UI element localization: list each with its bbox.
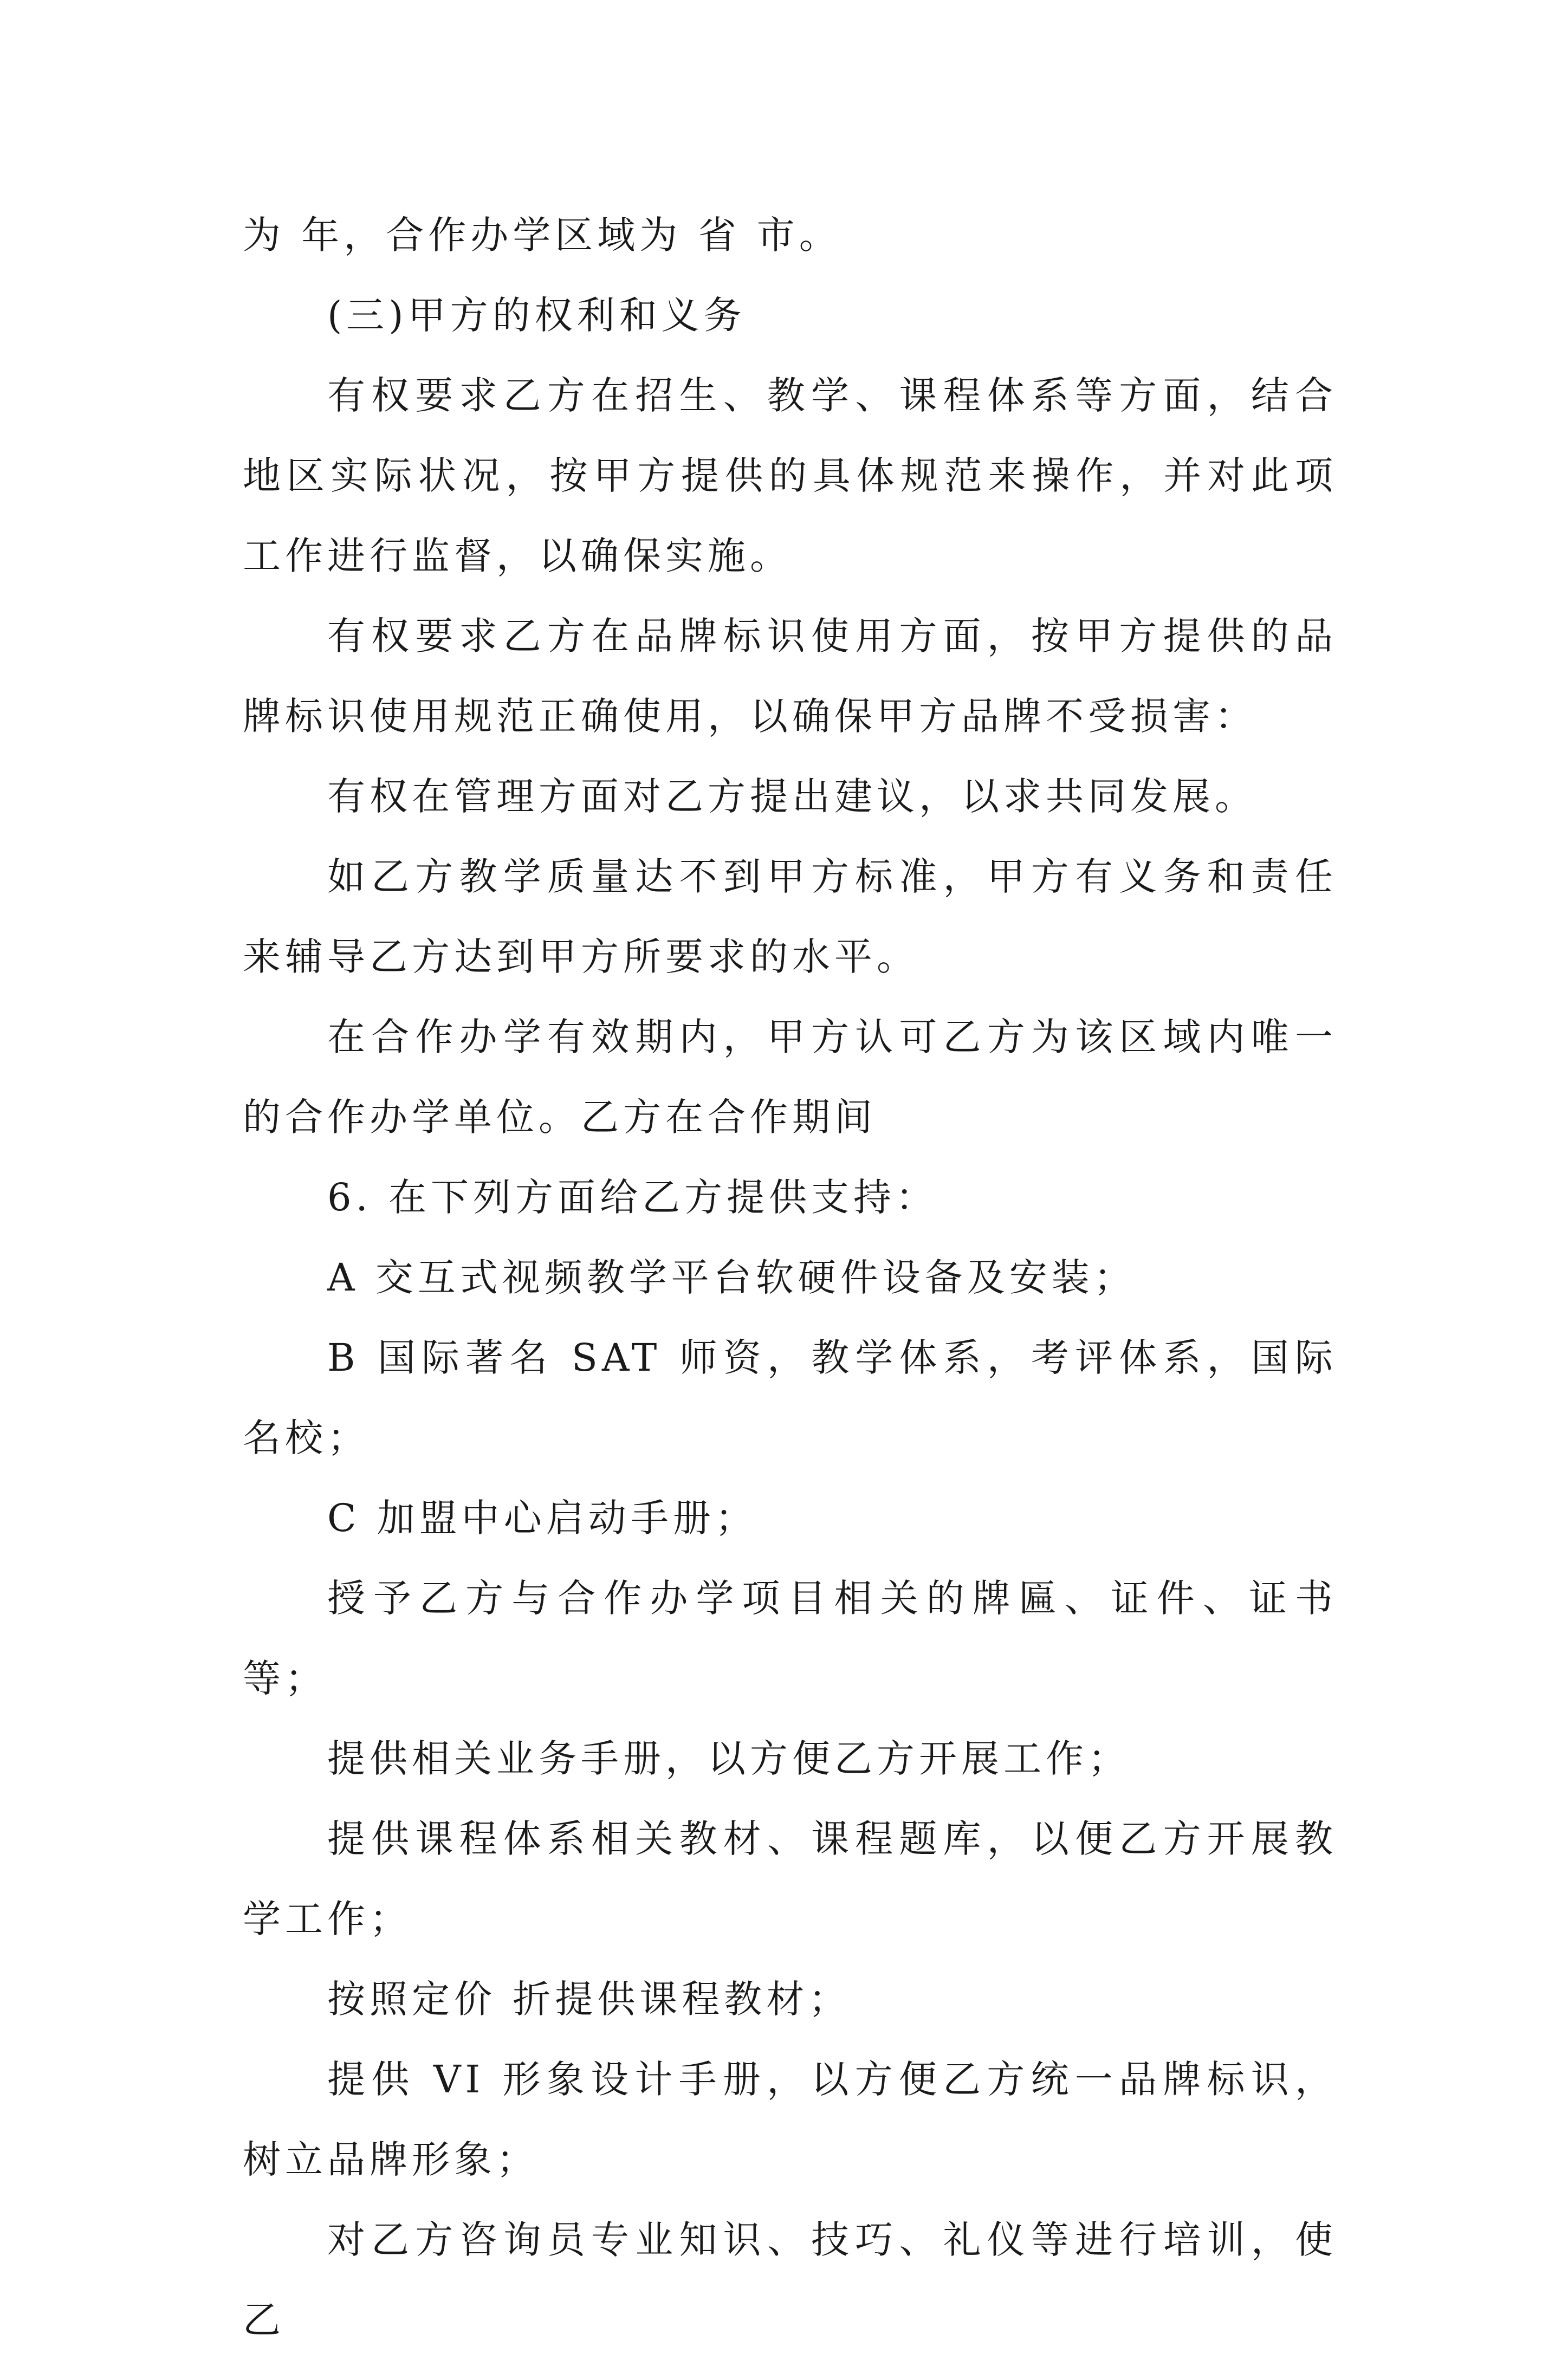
paragraph-supervision: 有权要求乙方在招生、教学、课程体系等方面，结合地区实际状况，按甲方提供的具体规范来操作，并对此项工作进行监督，以确保实施。 [243,373,1337,578]
paragraph-term-region: 为 年，合作办学区域为 省 市。 [243,213,841,257]
paragraph-discount-textbooks: 按照定价 折提供课程教材； [327,1977,851,2021]
paragraph-brand-usage: 有权要求乙方在品牌标识使用方面，按甲方提供的品牌标识使用规范正确使用，以确保甲方品牌不受损害： [243,614,1337,738]
section-heading-rights-obligations: (三)甲方的权利和义务 [327,293,746,338]
paragraph-consultant-training: 对乙方咨询员专业知识、技巧、礼仪等进行培训，使乙 [243,2218,1337,2342]
paragraph-textbooks-question-bank: 提供课程体系相关教材、课程题库，以便乙方开展教学工作； [243,1817,1337,1941]
paragraph-exclusive-partner: 在合作办学有效期内，甲方认可乙方为该区域内唯一的合作办学单位。乙方在合作期间 [243,1015,1337,1139]
paragraph-plaques-certificates: 授予乙方与合作办学项目相关的牌匾、证件、证书等； [243,1576,1337,1701]
list-item-b: B 国际著名 SAT 师资，教学体系，考评体系，国际名校； [243,1335,1337,1460]
paragraph-business-manual: 提供相关业务手册，以方便乙方开展工作； [327,1736,1130,1781]
paragraph-support-item-6: 6. 在下列方面给乙方提供支持： [327,1175,938,1220]
paragraph-management-advice: 有权在管理方面对乙方提出建议，以求共同发展。 [327,774,1257,819]
document-body [243,195,1337,2360]
list-item-c: C 加盟中心启动手册； [327,1496,757,1540]
paragraph-vi-manual: 提供 VI 形象设计手册，以方便乙方统一品牌标识，树立品牌形象； [243,2057,1337,2182]
paragraph-teaching-quality: 如乙方教学质量达不到甲方标准，甲方有义务和责任来辅导乙方达到甲方所要求的水平。 [243,854,1337,979]
list-item-a: A 交互式视频教学平台软硬件设备及安装； [327,1255,1136,1300]
